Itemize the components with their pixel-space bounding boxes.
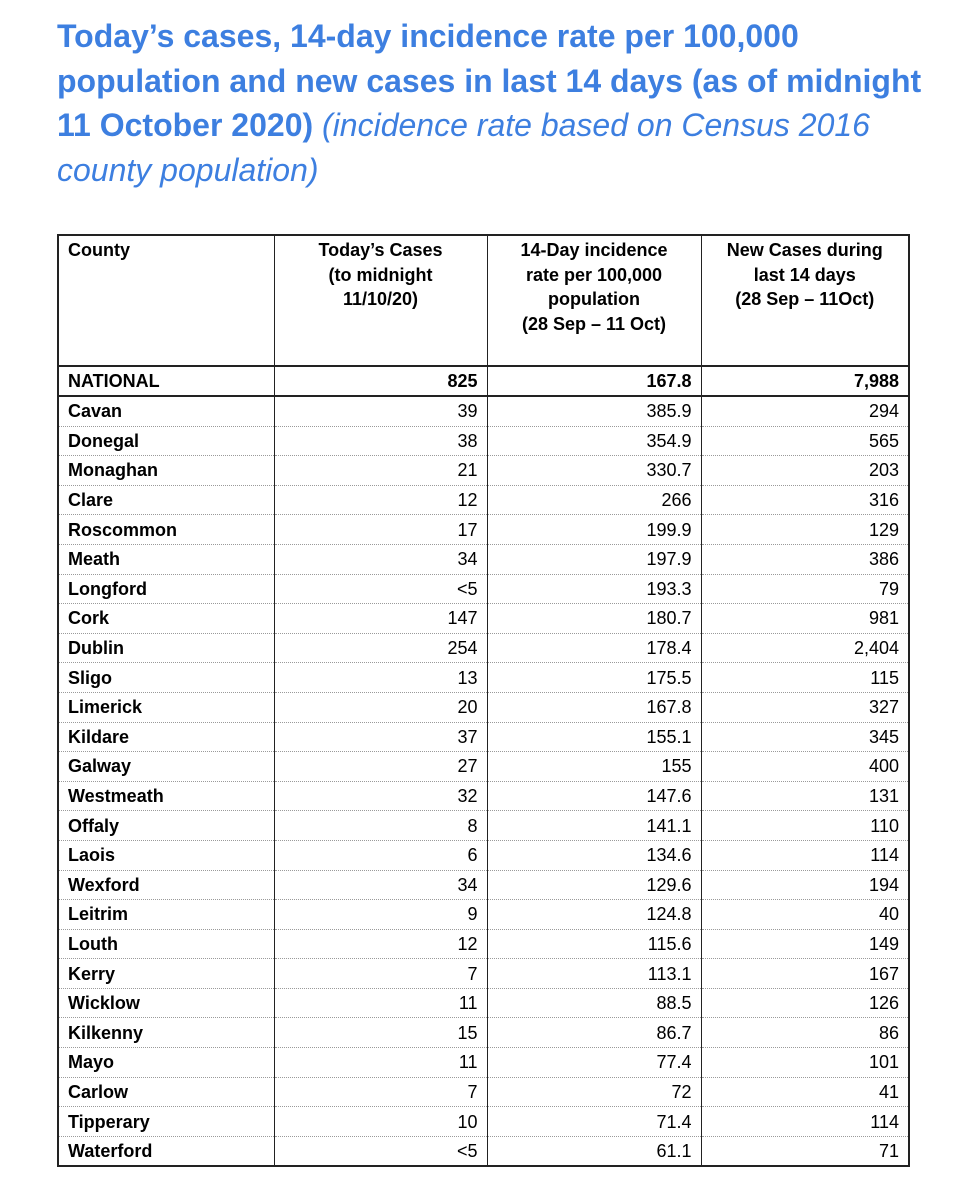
county-cell: Louth [58,929,274,959]
todays-cases-cell: 21 [274,456,487,486]
incidence-cell: 147.6 [487,781,701,811]
new-cases-cell: 400 [701,752,909,782]
new-cases-cell: 101 [701,1048,909,1078]
todays-cases-cell: 15 [274,1018,487,1048]
county-cell: Kerry [58,959,274,989]
todays-cases-cell: 147 [274,604,487,634]
new-cases-cell: 114 [701,840,909,870]
county-cell: Carlow [58,1077,274,1107]
header-todays-cases-line: 11/10/20) [342,289,419,309]
incidence-cell: 88.5 [487,988,701,1018]
header-incidence-line: population [548,289,640,309]
incidence-cell: 134.6 [487,840,701,870]
incidence-cell: 266 [487,485,701,515]
new-cases-cell: 40 [701,900,909,930]
header-todays-cases-line: (to midnight [328,264,433,285]
new-cases-cell: 86 [701,1018,909,1048]
new-cases-cell: 131 [701,781,909,811]
table-row [58,515,909,545]
table-row [58,544,909,574]
new-cases-cell: 115 [701,663,909,693]
todays-cases-cell: 10 [274,1107,487,1137]
incidence-cell: 385.9 [487,396,701,426]
todays-cases-cell: 12 [274,485,487,515]
national-todays-cases-cell: 825 [274,366,487,396]
header-new-cases-line: (28 Sep – 11Oct) [735,289,875,309]
new-cases-cell: 981 [701,604,909,634]
todays-cases-cell: 7 [274,1077,487,1107]
incidence-cell: 113.1 [487,959,701,989]
todays-cases-cell: 34 [274,870,487,900]
table-row [58,1107,909,1137]
national-row [58,366,909,396]
incidence-cell: 77.4 [487,1048,701,1078]
incidence-cell: 115.6 [487,929,701,959]
new-cases-cell: 194 [701,870,909,900]
national-incidence-cell: 167.8 [487,366,701,396]
county-cell: Roscommon [58,515,274,545]
incidence-cell: 71.4 [487,1107,701,1137]
table-row [58,1136,909,1166]
incidence-cell: 180.7 [487,604,701,634]
todays-cases-cell: 20 [274,692,487,722]
new-cases-cell: 386 [701,544,909,574]
todays-cases-cell: 254 [274,633,487,663]
county-cell: Sligo [58,663,274,693]
new-cases-cell: 167 [701,959,909,989]
incidence-cell: 155 [487,752,701,782]
incidence-cell: 330.7 [487,456,701,486]
incidence-cell: 72 [487,1077,701,1107]
county-cell: Kilkenny [58,1018,274,1048]
table-row [58,574,909,604]
header-incidence-line: (28 Sep – 11 Oct) [521,313,667,334]
county-cell: Wexford [58,870,274,900]
county-cell: Laois [58,840,274,870]
county-cell: Limerick [58,692,274,722]
table-row [58,722,909,752]
todays-cases-cell: 11 [274,988,487,1018]
table-row [58,456,909,486]
header-todays-cases [274,235,487,366]
header-row [58,235,909,366]
table-row [58,1018,909,1048]
header-county-line: County [68,240,130,260]
new-cases-cell: 71 [701,1136,909,1166]
incidence-cell: 354.9 [487,426,701,456]
incidence-cell: 193.3 [487,574,701,604]
new-cases-cell: 129 [701,515,909,545]
todays-cases-cell: <5 [274,1136,487,1166]
county-cell: Donegal [58,426,274,456]
todays-cases-cell: 13 [274,663,487,693]
todays-cases-cell: 32 [274,781,487,811]
table-row [58,604,909,634]
new-cases-cell: 327 [701,692,909,722]
header-county [58,235,274,366]
todays-cases-cell: 12 [274,929,487,959]
county-cell: Mayo [58,1048,274,1078]
todays-cases-cell: 8 [274,811,487,841]
incidence-cell: 197.9 [487,544,701,574]
todays-cases-cell: 39 [274,396,487,426]
header-incidence [487,235,701,366]
incidence-cell: 199.9 [487,515,701,545]
county-cell: Meath [58,544,274,574]
table-row [58,840,909,870]
new-cases-cell: 565 [701,426,909,456]
table-row [58,692,909,722]
table-row [58,396,909,426]
todays-cases-cell: 37 [274,722,487,752]
new-cases-cell: 114 [701,1107,909,1137]
county-cell: Leitrim [58,900,274,930]
new-cases-cell: 149 [701,929,909,959]
national-county-cell: NATIONAL [58,366,274,396]
incidence-cell: 175.5 [487,663,701,693]
todays-cases-cell: 6 [274,840,487,870]
new-cases-cell: 203 [701,456,909,486]
todays-cases-cell: 34 [274,544,487,574]
new-cases-cell: 316 [701,485,909,515]
incidence-cell: 86.7 [487,1018,701,1048]
todays-cases-cell: 11 [274,1048,487,1078]
header-incidence-line: rate per 100,000 [525,264,663,285]
county-cell: Kildare [58,722,274,752]
new-cases-cell: 345 [701,722,909,752]
todays-cases-cell: 7 [274,959,487,989]
incidence-cell: 178.4 [487,633,701,663]
incidence-cell: 155.1 [487,722,701,752]
new-cases-cell: 294 [701,396,909,426]
county-cell: Wicklow [58,988,274,1018]
table-row [58,870,909,900]
todays-cases-cell: 27 [274,752,487,782]
table-row [58,781,909,811]
county-cell: Cork [58,604,274,634]
county-cases-table [57,234,910,1167]
title-main: Today’s cases, 14-day incidence rate per 100,000 population and new cases in last 14 days (as of midnight 11 October 2020) [57,18,922,143]
county-cell: Galway [58,752,274,782]
table-row [58,959,909,989]
incidence-cell: 167.8 [487,692,701,722]
table-row [58,900,909,930]
table-row [58,663,909,693]
new-cases-cell: 41 [701,1077,909,1107]
new-cases-cell: 126 [701,988,909,1018]
county-cell: Offaly [58,811,274,841]
header-new-cases-line: last 14 days [753,264,856,285]
table-row [58,988,909,1018]
table-row [58,426,909,456]
todays-cases-cell: 38 [274,426,487,456]
page-title [57,14,937,192]
county-cell: Clare [58,485,274,515]
table-row [58,1048,909,1078]
national-new-cases-cell: 7,988 [701,366,909,396]
table-row [58,485,909,515]
table-row [58,752,909,782]
todays-cases-cell: <5 [274,574,487,604]
incidence-cell: 61.1 [487,1136,701,1166]
county-cell: Monaghan [58,456,274,486]
incidence-cell: 129.6 [487,870,701,900]
county-cell: Waterford [58,1136,274,1166]
title-note: (incidence rate based on Census 2016 county population) [57,107,870,188]
header-incidence-line: 14-Day incidence [520,240,668,260]
table-row [58,1077,909,1107]
table-row [58,811,909,841]
table-row [58,929,909,959]
new-cases-cell: 2,404 [701,633,909,663]
incidence-cell: 124.8 [487,900,701,930]
todays-cases-cell: 17 [274,515,487,545]
header-new-cases-line: New Cases during [726,240,883,260]
county-cell: Longford [58,574,274,604]
county-cell: Westmeath [58,781,274,811]
county-cell: Cavan [58,396,274,426]
todays-cases-cell: 9 [274,900,487,930]
new-cases-cell: 110 [701,811,909,841]
header-new-cases [701,235,909,366]
table-row [58,633,909,663]
incidence-cell: 141.1 [487,811,701,841]
header-todays-cases-line: Today’s Cases [318,240,443,260]
county-cell: Tipperary [58,1107,274,1137]
new-cases-cell: 79 [701,574,909,604]
county-cell: Dublin [58,633,274,663]
